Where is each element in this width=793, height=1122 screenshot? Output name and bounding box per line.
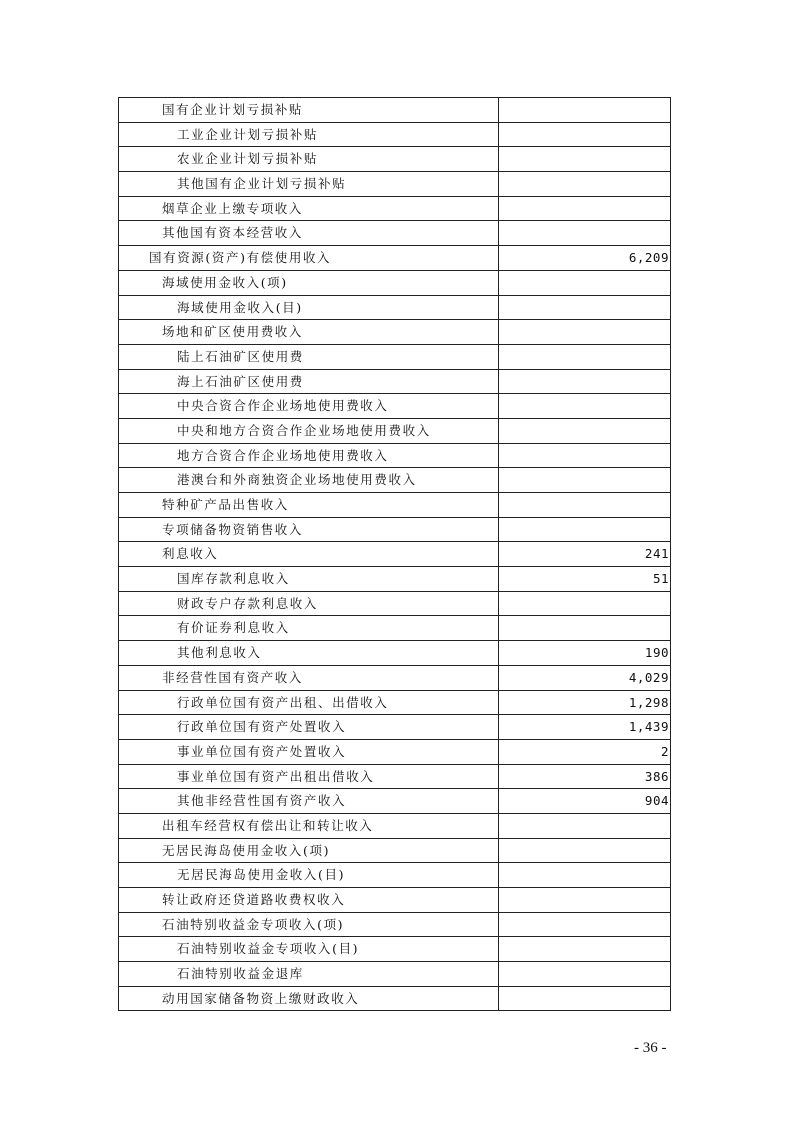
item-name: 无居民海岛使用金收入(项) — [119, 839, 499, 863]
table-row — [119, 740, 671, 765]
item-value: 241 — [499, 542, 671, 566]
item-value: 904 — [499, 789, 671, 813]
table-row — [119, 147, 671, 172]
table-row — [119, 616, 671, 641]
table-row — [119, 271, 671, 296]
item-value — [499, 468, 671, 492]
item-value: 51 — [499, 567, 671, 591]
item-name: 农业企业计划亏损补贴 — [119, 147, 499, 171]
item-name: 非经营性国有资产收入 — [119, 666, 499, 690]
item-name: 海域使用金收入(目) — [119, 296, 499, 320]
table-row — [119, 123, 671, 148]
table-row — [119, 863, 671, 888]
table-row — [119, 691, 671, 716]
item-name: 国有企业计划亏损补贴 — [119, 98, 499, 122]
item-name: 事业单位国有资产出租出借收入 — [119, 765, 499, 789]
item-name: 其他非经营性国有资产收入 — [119, 789, 499, 813]
table-row — [119, 567, 671, 592]
table-row — [119, 468, 671, 493]
item-value: 190 — [499, 641, 671, 665]
table-row — [119, 493, 671, 518]
table-row — [119, 715, 671, 740]
item-value — [499, 98, 671, 122]
table-row — [119, 888, 671, 913]
item-value — [499, 518, 671, 542]
table-row — [119, 345, 671, 370]
table-row — [119, 419, 671, 444]
item-value — [499, 616, 671, 640]
table-row — [119, 913, 671, 938]
table-row — [119, 246, 671, 271]
item-name: 特种矿产品出售收入 — [119, 493, 499, 517]
item-value — [499, 493, 671, 517]
table-row — [119, 765, 671, 790]
item-name: 场地和矿区使用费收入 — [119, 320, 499, 344]
item-value: 1,439 — [499, 715, 671, 739]
item-value — [499, 271, 671, 295]
item-value — [499, 172, 671, 196]
item-name: 烟草企业上缴专项收入 — [119, 197, 499, 221]
item-value — [499, 814, 671, 838]
item-name: 石油特别收益金专项收入(项) — [119, 913, 499, 937]
item-name: 石油特别收益金退库 — [119, 962, 499, 986]
revenue-table — [118, 97, 671, 1011]
table-row — [119, 592, 671, 617]
table-row — [119, 172, 671, 197]
table-row — [119, 444, 671, 469]
item-value — [499, 962, 671, 986]
item-value — [499, 839, 671, 863]
item-value — [499, 913, 671, 937]
item-name: 中央和地方合资合作企业场地使用费收入 — [119, 419, 499, 443]
item-name: 中央合资合作企业场地使用费收入 — [119, 394, 499, 418]
table-row — [119, 394, 671, 419]
item-value — [499, 320, 671, 344]
item-name: 行政单位国有资产出租、出借收入 — [119, 691, 499, 715]
item-name: 行政单位国有资产处置收入 — [119, 715, 499, 739]
item-value — [499, 123, 671, 147]
item-name: 国有资源(资产)有偿使用收入 — [119, 246, 499, 270]
item-value: 6,209 — [499, 246, 671, 270]
item-name: 其他利息收入 — [119, 641, 499, 665]
item-name: 其他国有资本经营收入 — [119, 221, 499, 245]
table-row — [119, 814, 671, 839]
table-row — [119, 320, 671, 345]
item-value: 1,298 — [499, 691, 671, 715]
item-value — [499, 296, 671, 320]
item-name: 出租车经营权有偿出让和转让收入 — [119, 814, 499, 838]
table-row — [119, 296, 671, 321]
table-row — [119, 98, 671, 123]
item-name: 专项储备物资销售收入 — [119, 518, 499, 542]
table-row — [119, 987, 671, 1012]
item-value: 4,029 — [499, 666, 671, 690]
table-row — [119, 542, 671, 567]
item-name: 无居民海岛使用金收入(目) — [119, 863, 499, 887]
table-row — [119, 221, 671, 246]
table-row — [119, 641, 671, 666]
table-row — [119, 789, 671, 814]
item-name: 动用国家储备物资上缴财政收入 — [119, 987, 499, 1011]
item-value — [499, 888, 671, 912]
item-value: 386 — [499, 765, 671, 789]
item-name: 利息收入 — [119, 542, 499, 566]
item-value — [499, 937, 671, 961]
item-name: 海上石油矿区使用费 — [119, 370, 499, 394]
table-row — [119, 197, 671, 222]
item-name: 工业企业计划亏损补贴 — [119, 123, 499, 147]
table-row — [119, 839, 671, 864]
item-name: 地方合资合作企业场地使用费收入 — [119, 444, 499, 468]
item-value — [499, 592, 671, 616]
table-row — [119, 937, 671, 962]
item-value: 2 — [499, 740, 671, 764]
item-name: 海域使用金收入(项) — [119, 271, 499, 295]
item-name: 转让政府还贷道路收费权收入 — [119, 888, 499, 912]
item-name: 财政专户存款利息收入 — [119, 592, 499, 616]
item-name: 国库存款利息收入 — [119, 567, 499, 591]
table-row — [119, 666, 671, 691]
item-name: 其他国有企业计划亏损补贴 — [119, 172, 499, 196]
table-row — [119, 962, 671, 987]
item-value — [499, 197, 671, 221]
item-name: 石油特别收益金专项收入(目) — [119, 937, 499, 961]
item-value — [499, 863, 671, 887]
item-name: 港澳台和外商独资企业场地使用费收入 — [119, 468, 499, 492]
item-value — [499, 444, 671, 468]
item-name: 有价证券利息收入 — [119, 616, 499, 640]
item-value — [499, 987, 671, 1011]
item-value — [499, 221, 671, 245]
item-value — [499, 147, 671, 171]
page-number: - 36 - — [634, 1040, 667, 1056]
item-value — [499, 345, 671, 369]
item-value — [499, 394, 671, 418]
item-name: 事业单位国有资产处置收入 — [119, 740, 499, 764]
item-value — [499, 370, 671, 394]
item-value — [499, 419, 671, 443]
item-name: 陆上石油矿区使用费 — [119, 345, 499, 369]
table-row — [119, 370, 671, 395]
table-row — [119, 518, 671, 543]
